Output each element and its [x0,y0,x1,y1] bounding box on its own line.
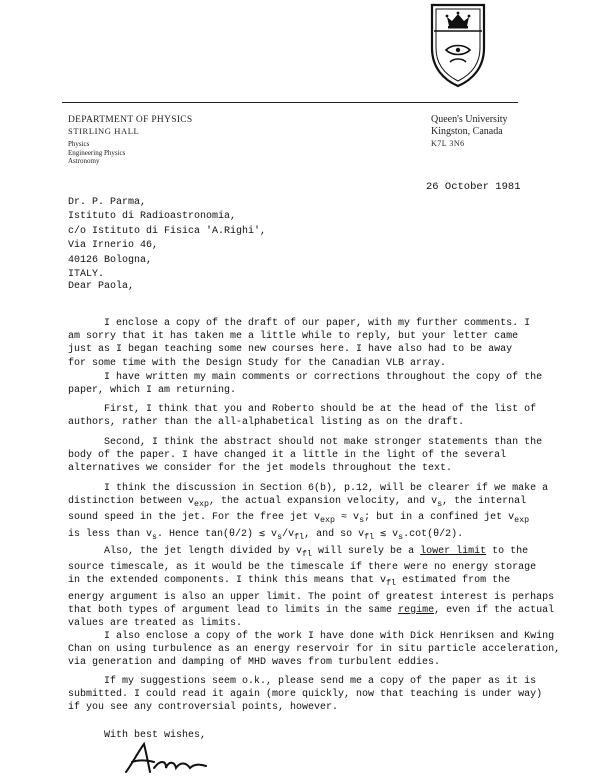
paragraph-line: I also enclose a copy of the work I have done with Dick Henriksen and Kwing [104,631,555,642]
recipient-line: Dr. P. Parma, [68,197,147,208]
university-crest-icon [428,2,488,88]
paragraph-line: in the extended components. I think this means that $v_{fl}$ estimated from the [68,575,511,589]
paragraph-line: via generation and damping of MHD waves from turbulent eddies. [68,657,441,669]
program-item: Astronomy [68,157,100,165]
body-paragraph-7 [68,630,560,670]
body-paragraph-6 [68,545,554,630]
body-paragraph-2 [68,371,542,397]
paragraph-line: just as I began teaching some new courses here. I have also had to be away [68,344,513,356]
university-city: Kingston, Canada [431,126,503,137]
closing: With best wishes, [104,730,207,741]
university-postal-code: K7L 3N6 [431,139,465,148]
paragraph-line: I enclose a copy of the draft of our paper, with my further comments. I [104,318,531,329]
paragraph-line: if you see any controversial points, however. [68,702,339,714]
recipient-line: 40126 Bologna, [68,254,153,266]
paragraph-line: Second, I think the abstract should not make stronger statements than the [104,437,543,448]
program-item: Physics [68,140,90,148]
paragraph-line: am sorry that it has taken me a little while to reply, but your letter came [68,331,519,343]
department-hall: STIRLING HALL [68,126,140,136]
body-paragraph-8 [68,675,542,715]
paragraph-line: I have written my main comments or corrections throughout the copy of the [104,372,543,383]
paragraph-line: sound speed in the jet. For the free jet $v_{exp} \approx v_s$; but in a confined jet $v_{exp}$ [68,512,530,526]
paragraph-line: Chan on using turbulence as an energy reservoir for in situ particle acceleration, [68,644,561,656]
university-address [431,114,508,150]
paragraph-line: for some time with the Design Study for the Canadian VLB array. [68,357,447,369]
recipient-line: c/o Istituto di Fisica 'A.Righi', [68,225,267,237]
paragraph-line: authors, rather than the all-alphabetical listing as on the draft. [68,417,465,429]
paragraph-line: is less than $v_s$. Hence tan(θ/2) ≲ $v_s/v_{fl}$, and so $v_{fl}$ ≲ $v_s.\cot(\theta/2)$. [68,528,464,542]
body-paragraph-4 [68,436,542,476]
recipient-line: Istituto di Radioastronomia, [68,211,237,223]
letterhead-divider [62,102,518,103]
paragraph-line: First, I think that you and Roberto should be at the head of the list of [104,404,537,415]
paragraph-line: paper, which I am returning. [68,385,237,397]
body-paragraph-3 [68,403,536,429]
letter-date: 26 October 1981 [426,181,521,193]
recipient-line: ITALY. [68,269,105,281]
underlined-phrase: lower limit [420,546,487,557]
paragraph-line: that both types of argument lead to limits in the same regime, even if the actual [68,604,555,616]
paragraph-line: alternatives we consider for the jet models throughout the text. [68,463,453,475]
paragraph-line: distinction between $v_{exp}$, the actual expansion velocity, and $v_s$, the internal [68,496,527,510]
program-item: Engineering Physics [68,148,126,157]
paragraph-line: If my suggestions seem o.k., please send me a copy of the paper as it is [104,676,537,687]
paragraph-line: source timescale, as it would be the timescale if there were no energy storage [68,562,537,574]
paragraph-line: Also, the jet length divided by $v_{fl}$ will surely be a lower limit to the [104,546,529,559]
university-name: Queen's University [431,114,508,125]
paragraph-line: submitted. I could read it again (more quickly, now that teaching is under way) [68,689,543,701]
recipient-line: Via Irnerio 46, [68,240,159,252]
body-paragraph-5 [68,482,548,544]
recipient-address [68,196,266,282]
paragraph-line: body of the paper. I have changed it a little in the light of the several [68,450,507,462]
department-block [68,114,193,166]
signature-icon [120,738,210,778]
body-paragraph-1 [68,317,530,370]
paragraph-line: I think the discussion in Section 6(b), p.12, will be clearer if we make a [104,483,549,494]
salutation: Dear Paola, [68,281,135,292]
department-name: DEPARTMENT OF PHYSICS [68,115,193,125]
paragraph-line: values are treated as limits. [68,618,243,630]
paragraph-line: energy argument is also an upper limit. The point of greatest interest is perhaps [68,591,555,603]
underlined-phrase: regime [398,604,435,616]
